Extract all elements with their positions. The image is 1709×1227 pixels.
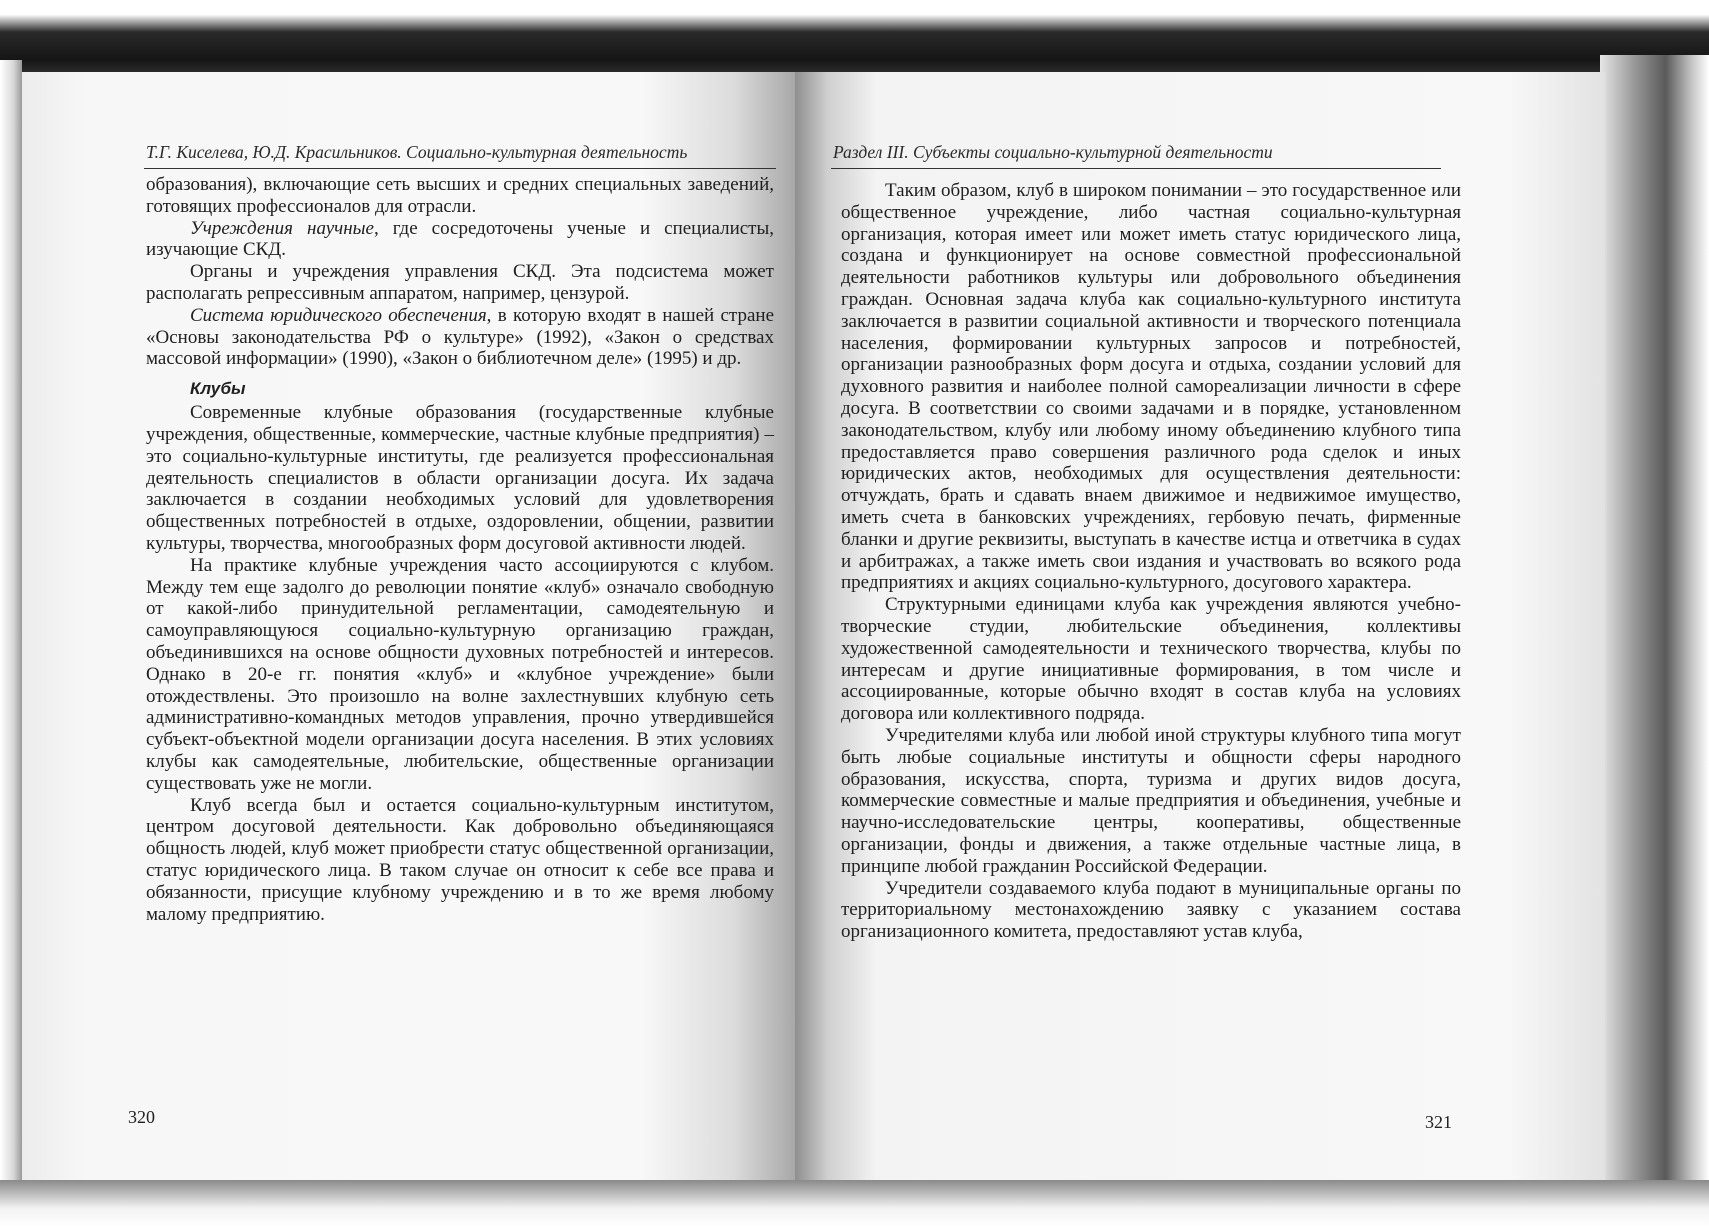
right-para-2: Структурными единицами клуба как учреждения являются учебно-творческие студии, любительские объединения, коллективы художественной самодеятельности и технического творчества, клубы по интересам и другие инициативные формирования, в том числе и ассоциированные, которые обычно входят в состав клуба на условиях договора или коллективного подряда. [841, 594, 1461, 725]
right-para-4: Учредители создаваемого клуба подают в муниципальные органы по территориальному местонахождению заявку с указанием состава организационного комитета, предоставляют устав клуба, [841, 877, 1461, 943]
left-page [22, 72, 795, 1187]
scanner-shadow-bottom [0, 1180, 1709, 1227]
right-running-head: Раздел III. Субъекты социально-культурной деятельности [833, 142, 1273, 162]
book-edge-left [0, 60, 22, 1190]
section-heading-clubs: Клубы [190, 379, 246, 399]
left-page-text [146, 174, 774, 925]
book-edge-right [1600, 55, 1709, 1185]
left-para-3: Органы и учреждения управления СКД. Эта подсистема может располагать репрессивным аппаратом, например, цензурой. [146, 261, 774, 304]
left-para-7: Клуб всегда был и остается социально-культурным институтом, центром досуговой деятельности. Как добровольно объединяющаяся общность людей, клуб может приобрести статус общественной организации, статус юридического лица. В таком случае он относит к себе все права и обязанности, присущие клубному учреждению и в то же время любому малому предприятию. [146, 794, 774, 925]
left-header-rule [144, 168, 776, 169]
left-running-head: Т.Г. Киселева, Ю.Д. Красильников. Социально-культурная деятельность [146, 142, 688, 162]
right-page-text [841, 180, 1461, 943]
right-page-number: 321 [1425, 1112, 1452, 1132]
left-para-4-rest: , в которую входят в нашей стране «Основы законодательства РФ о культуре» (1992), «Закон о средствах массовой информации» (1990), «Закон о библиотечном деле» (1995) и др. [146, 304, 774, 370]
left-para-4 [146, 305, 774, 370]
left-para-6: На практике клубные учреждения часто ассоциируются с клубом. Между тем еще задолго до революции понятие «клуб» означало свободную от какой-либо принудительной регламентации, самодеятельную и самоуправляющуюся социально-культурную организацию граждан, объединившихся на основе общности духовных потребностей и интересов. Однако в 20-е гг. понятия «клуб» и «клубное учреждение» были отождествлены. Это произошло на волне захлестнувших клубную сеть административно-командных методов управления, прочно утвердившейся субъект-объектной модели организации досуга населения. В этих условиях клубы как самодеятельные, любительские, общественные организации существовать уже не могли. [146, 554, 774, 794]
left-para-5: Современные клубные образования (государственные клубные учреждения, общественные, коммерческие, частные клубные предприятия) – это социально-культурные институты, где реализуется профессиональная деятельность специалистов в области организации досуга. Их задача заключается в создании необходимых условий для удовлетворения общественных потребностей в отдыхе, оздоровлении, общении, развитии культуры, творчества, многообразных форм досуговой активности людей. [146, 402, 774, 554]
right-page [795, 72, 1605, 1187]
left-para-2-rest: , где сосредоточены ученые и специалисты, изучающие СКД. [146, 217, 775, 261]
left-para-2 [146, 218, 774, 262]
left-page-number: 320 [128, 1107, 155, 1127]
right-header-rule [831, 168, 1441, 169]
right-para-1: Таким образом, клуб в широком понимании – это государственное или общественное учреждение, либо частная социально-культурная организация, которая имеет или может иметь статус юридического лица, создана и функционирует на основе совместной профессиональной деятельности работников культуры или добровольного объединения граждан. Основная задача клуба как социально-культурного института заключается в развитии социальной активности и творческого потенциала населения, формировании культурных запросов и потребностей, организации разнообразных форм досуга и отдыха, создании условий для духовного развития и наиболее полной самореализации личности в сфере досуга. В соответствии со своими задачами и в порядке, установленном законодательством, клубу или любому иному объединению клубного типа предоставляется право совершения различного рода сделок и иных юридических актов, необходимых для осуществления деятельности: отчуждать, брать и сдавать внаем движимое и недвижимое имущество, иметь счета в банковских учреждениях, гербовую печать, фирменные бланки и другие реквизиты, выступать в качестве истца и ответчика в судах и арбитражах, а также иметь свои издания и участвовать во всякого рода предприятиях и акциях социально-культурного, досугового характера. [841, 180, 1461, 594]
left-para-2-term: Учреждения научные [190, 217, 374, 239]
left-para-1: образования), включающие сеть высших и средних специальных заведений, готовящих профессионалов для отрасли. [146, 174, 774, 217]
left-para-4-term: Система юридического обеспечения [190, 304, 487, 326]
scanner-shadow-top [0, 0, 1709, 80]
right-para-3: Учредителями клуба или любой иной структуры клубного типа могут быть любые социальные институты и общности сферы народного образования, искусства, спорта, туризма и других видов досуга, коммерческие совместные и малые предприятия и объединения, учебные и научно-исследовательские центры, кооперативы, общественные организации, фонды и движения, а также отдельные частные лица, в принципе любой гражданин Российской Федерации. [841, 724, 1461, 877]
